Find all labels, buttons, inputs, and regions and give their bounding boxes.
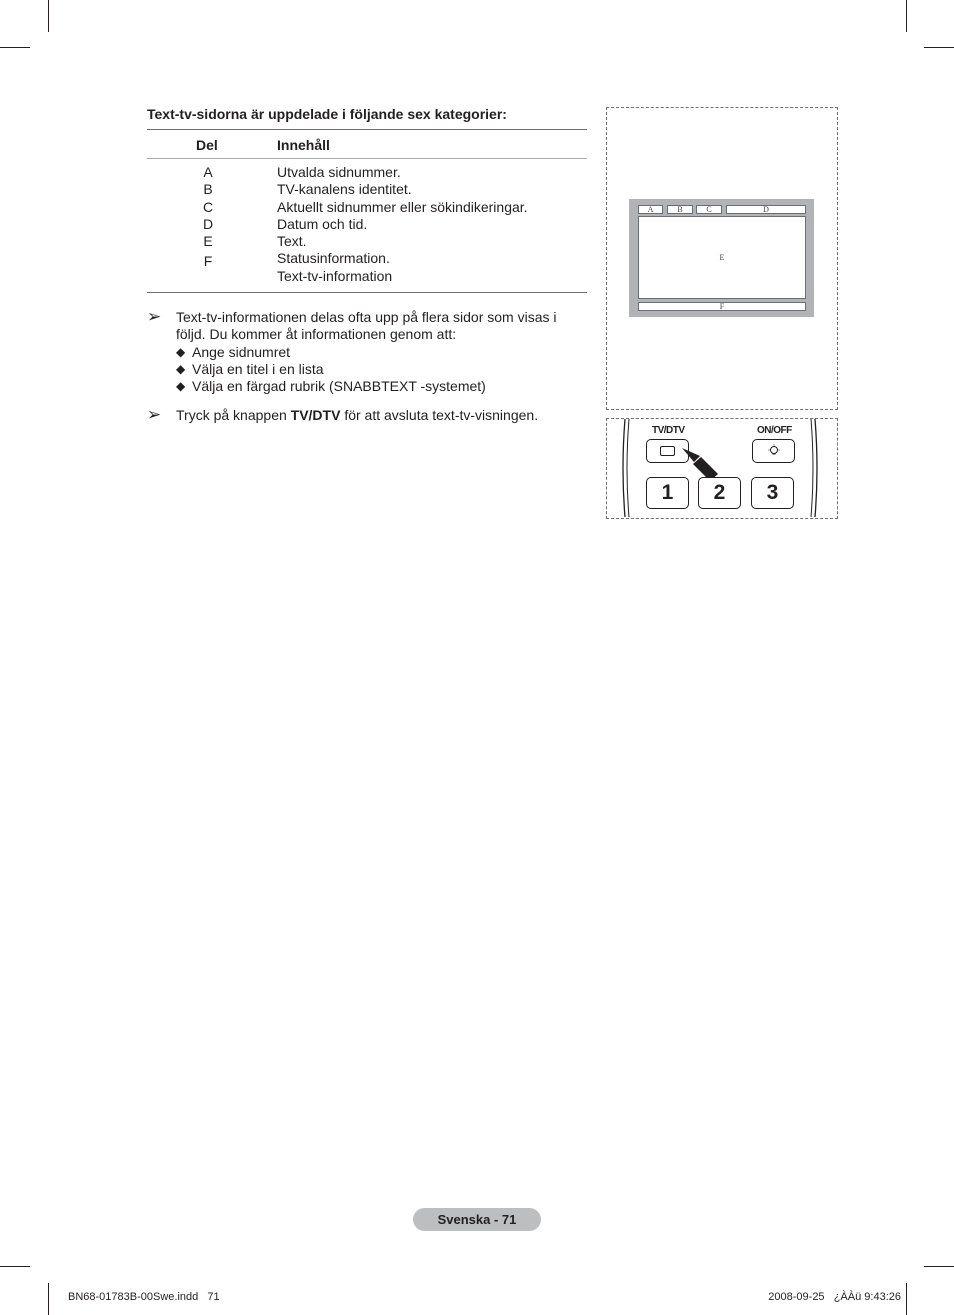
crop-mark: [0, 47, 30, 48]
table-content-column: [277, 164, 528, 285]
teletext-area-b: B: [667, 205, 693, 214]
list-item: [176, 378, 588, 395]
table-cell-part: E: [203, 233, 213, 250]
number-button-3[interactable]: 3: [751, 477, 794, 509]
page-number-badge: Svenska - 71: [413, 1208, 541, 1231]
col-header-part: Del: [196, 137, 218, 153]
teletext-area-a: A: [638, 205, 663, 214]
teletext-screen: [629, 199, 814, 317]
table-header-rule: [147, 158, 587, 159]
crop-mark: [0, 1266, 30, 1267]
tv-screen-icon: [660, 446, 675, 456]
table-cell-content: Datum och tid.: [277, 215, 368, 232]
on-off-button[interactable]: [752, 439, 795, 463]
teletext-area-c: C: [696, 205, 722, 214]
table-cell-part: F: [203, 253, 213, 270]
table-cell-content: Statusinformation.: [277, 250, 390, 267]
table-part-column: [198, 164, 218, 268]
button-name: TV/DTV: [290, 407, 341, 423]
section-heading: Text-tv-sidorna är uppdelade i följande sex kategorier:: [147, 106, 507, 122]
table-cell-part: D: [202, 215, 214, 232]
table-cell-part: A: [203, 164, 213, 180]
crop-mark: [906, 1283, 907, 1315]
list-item-text: Välja en färgad rubrik (SNABBTEXT -systemet): [192, 378, 486, 395]
on-off-label: ON/OFF: [757, 425, 792, 436]
number-button-2[interactable]: 2: [698, 477, 741, 509]
arrow-right-icon: ➢: [147, 307, 162, 326]
crop-mark: [906, 0, 907, 32]
table-top-rule: [147, 129, 587, 130]
crop-mark: [924, 47, 954, 48]
table-bottom-rule: [147, 292, 587, 293]
list-item: [176, 361, 588, 378]
crop-mark: [924, 1266, 954, 1267]
list-item-text: Välja en titel i en lista: [192, 360, 324, 377]
table-cell-part: B: [203, 181, 213, 198]
teletext-area-f: F: [638, 302, 806, 311]
list-item-text: Ange sidnumret: [192, 343, 291, 360]
note-text: för att avsluta text-tv-visningen.: [340, 407, 539, 423]
list-item: [176, 344, 588, 361]
table-cell-content: Aktuellt sidnummer eller sökindikeringar.: [277, 198, 528, 215]
table-cell-part: C: [202, 198, 214, 215]
light-bulb-icon: [767, 444, 781, 458]
note-text: Text-tv-informationen delas ofta upp på flera sidor som visas i följd. Du kommer åt informationen genom att:: [176, 309, 557, 343]
table-cell-content: Text.: [277, 233, 307, 250]
crop-mark: [48, 1283, 49, 1315]
crop-mark: [48, 0, 49, 32]
tv-dtv-label: TV/DTV: [652, 425, 685, 436]
diamond-bullet-icon: ◆: [176, 379, 186, 394]
note-text: Tryck på knappen: [176, 407, 291, 423]
table-cell-content: TV-kanalens identitet.: [277, 181, 412, 198]
file-slug: BN68-01783B-00Swe.indd 71: [68, 1291, 220, 1303]
arrow-right-icon: ➢: [147, 405, 162, 424]
diamond-bullet-icon: ◆: [176, 361, 186, 376]
teletext-area-e: E: [638, 216, 806, 299]
teletext-area-d: D: [726, 205, 806, 214]
date-slug: 2008-09-25 ¿ÀÀü 9:43:26: [768, 1291, 901, 1303]
table-cell-content: Utvalda sidnummer.: [277, 164, 401, 180]
number-button-1[interactable]: 1: [646, 477, 689, 509]
col-header-content: Innehåll: [277, 137, 330, 153]
diamond-bullet-icon: ◆: [176, 344, 186, 359]
table-cell-content: Text-tv-information: [277, 267, 393, 284]
